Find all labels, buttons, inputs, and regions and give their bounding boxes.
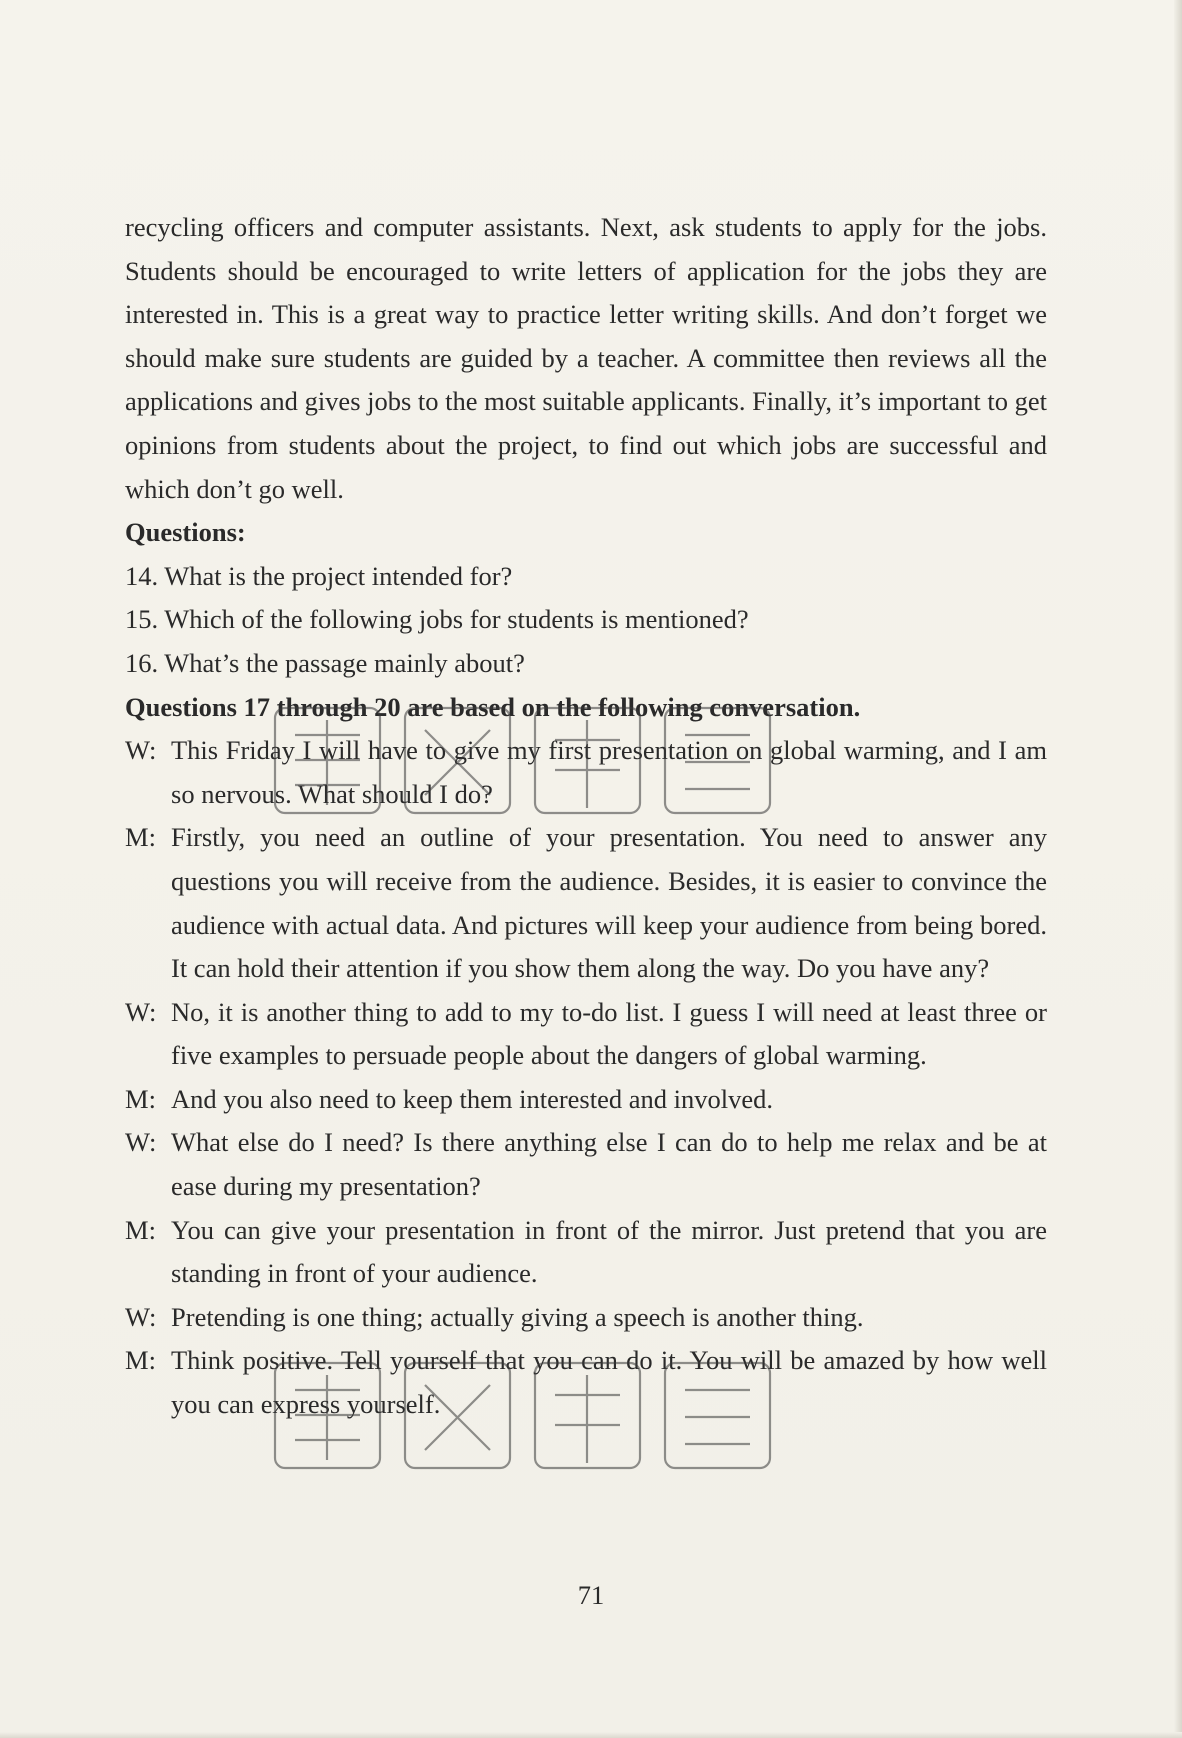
dialogue-turn bbox=[125, 1339, 1047, 1426]
dialogue-text: Think positive. Tell yourself that you can do it. You will be amazed by how well you can express yourself. bbox=[171, 1345, 1047, 1420]
speaker-label: W: bbox=[125, 1301, 157, 1332]
dialogue-text: And you also need to keep them interested and involved. bbox=[171, 1083, 773, 1114]
conversation bbox=[125, 729, 1047, 1427]
speaker-label: M: bbox=[125, 1345, 156, 1376]
dialogue-turn bbox=[125, 1209, 1047, 1296]
page-number: 71 bbox=[577, 1580, 605, 1610]
dialogue-turn bbox=[125, 816, 1047, 990]
passage-text: recycling officers and computer assistants. Next, ask students to apply for the jobs. Students should be encouraged to write letters of application for the jobs they are interested in. This is a great way to practice letter writing skills. And don’t forget we should make sure students are guided by a teacher. A committee then reviews all the applications and gives jobs to the most suitable applicants. Finally, it’s important to get opinions from students about the project, to find out which jobs are successful and which don’t go well. bbox=[125, 212, 1047, 504]
dialogue-text: No, it is another thing to add to my to-do list. I guess I will need at least three or five examples to persuade people about the dangers of global warming. bbox=[171, 996, 1047, 1071]
question-14: 14. What is the project intended for? bbox=[125, 560, 513, 591]
dialogue-text: What else do I need? Is there anything else I can do to help me relax and be at ease during my presentation? bbox=[171, 1127, 1047, 1202]
speaker-label: W: bbox=[125, 735, 157, 766]
dialogue-text: You can give your presentation in front of the mirror. Just pretend that you are standing in front of your audience. bbox=[171, 1214, 1047, 1289]
dialogue-turn bbox=[125, 1078, 1047, 1122]
dialogue-text: This Friday I will have to give my first presentation on global warming, and I am so nervous. What should I do? bbox=[171, 735, 1047, 809]
question-15: 15. Which of the following jobs for students is mentioned? bbox=[125, 604, 749, 635]
dialogue-turn bbox=[125, 1296, 1047, 1340]
question-16: 16. What’s the passage mainly about? bbox=[125, 647, 525, 678]
dialogue-text: Pretending is one thing; actually giving a speech is another thing. bbox=[171, 1301, 864, 1332]
speaker-label: M: bbox=[125, 1214, 156, 1245]
dialogue-turn bbox=[125, 729, 1047, 816]
conversation-heading: Questions 17 through 20 are based on the following conversation. bbox=[125, 691, 861, 722]
page-content bbox=[125, 206, 1047, 1427]
speaker-label: M: bbox=[125, 1083, 156, 1114]
page-edge-shadow bbox=[0, 1732, 1182, 1738]
dialogue-turn bbox=[125, 991, 1047, 1078]
speaker-label: W: bbox=[125, 1127, 157, 1158]
speaker-label: W: bbox=[125, 996, 157, 1027]
speaker-label: M: bbox=[125, 822, 156, 853]
questions-heading: Questions: bbox=[125, 517, 246, 548]
page-edge-shadow bbox=[1174, 0, 1182, 1738]
dialogue-text: Firstly, you need an outline of your presentation. You need to answer any questions you will receive from the audience. Besides, it is easier to convince the audience with actual data. And pictures will keep your audience from being bored. It can hold their attention if you show them along the way. Do you have any? bbox=[171, 822, 1047, 984]
dialogue-turn bbox=[125, 1121, 1047, 1208]
